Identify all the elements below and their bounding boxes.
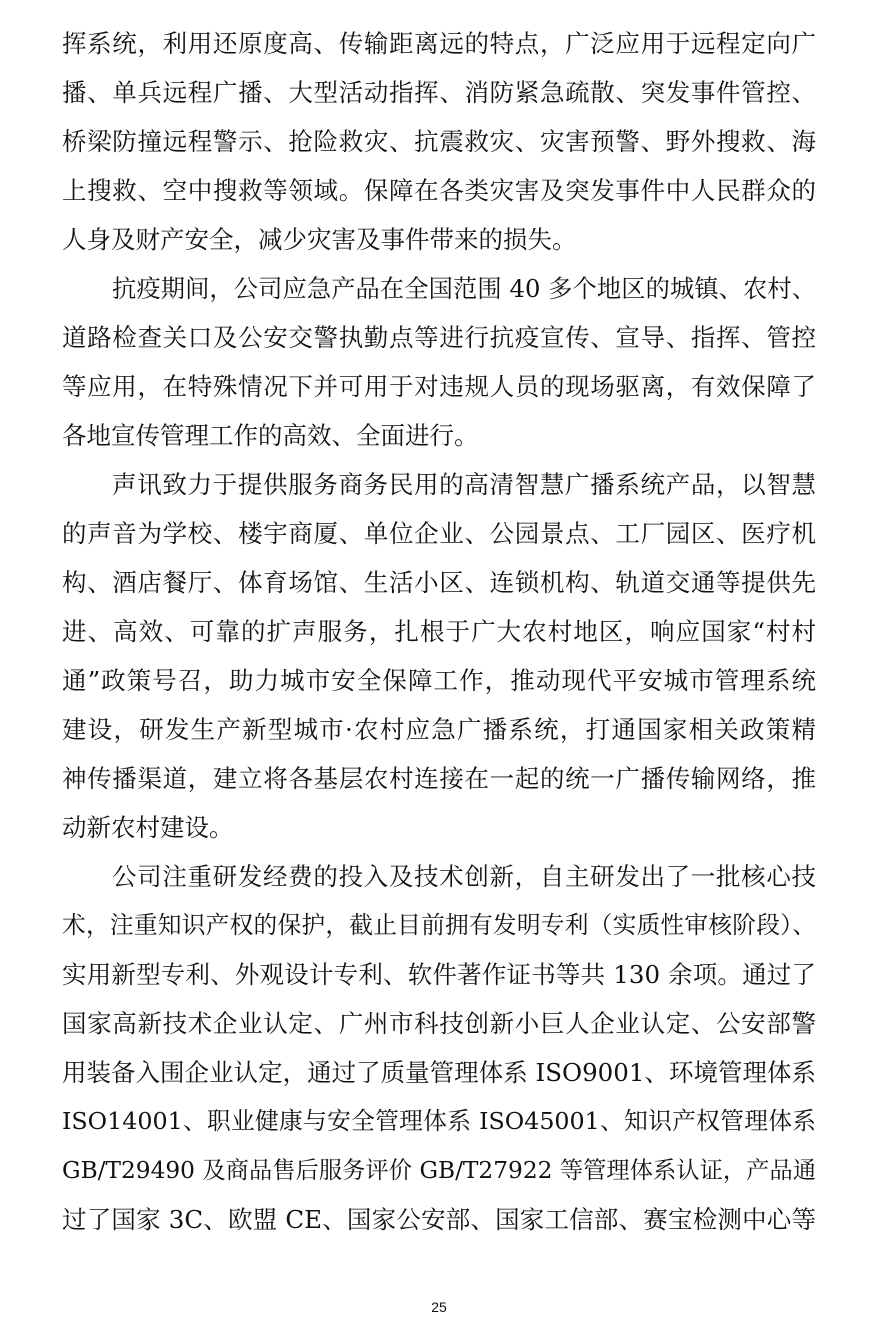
- text-line: 动新农村建设。: [62, 813, 234, 842]
- text-line: 声讯致力于提供服务商务民用的高清智慧广播系统产品，以智慧: [112, 470, 816, 499]
- text-line: 抗疫期间，公司应急产品在全国范围 40 多个地区的城镇、农村、: [112, 274, 816, 303]
- text-line: 的声音为学校、楼宇商厦、单位企业、公园景点、工厂园区、医疗机: [62, 519, 816, 548]
- text-line: ISO14001、职业健康与安全管理体系 ISO45001、知识产权管理体系: [62, 1107, 816, 1135]
- text-line: 道路检查关口及公安交警执勤点等进行抗疫宣传、宣导、指挥、管控: [62, 323, 816, 352]
- text-line: 挥系统，利用还原度高、传输距离远的特点，广泛应用于远程定向广: [62, 29, 816, 58]
- text-line: 用装备入围企业认定，通过了质量管理体系 ISO9001、环境管理体系: [62, 1058, 816, 1087]
- text-line: 神传播渠道，建立将各基层农村连接在一起的统一广播传输网络，推: [62, 764, 816, 793]
- text-line: 国家高新技术企业认定、广州市科技创新小巨人企业认定、公安部警: [62, 1009, 816, 1038]
- page-number: 25: [431, 1299, 447, 1315]
- text-line: 建设，研发生产新型城市·农村应急广播系统，打通国家相关政策精: [62, 715, 816, 744]
- text-line: 桥梁防撞远程警示、抢险救灾、抗震救灾、灾害预警、野外搜救、海: [62, 127, 816, 156]
- text-line: 构、酒店餐厅、体育场馆、生活小区、连锁机构、轨道交通等提供先: [62, 568, 816, 597]
- text-line: 人身及财产安全，减少灾害及事件带来的损失。: [62, 225, 577, 254]
- paragraph-4: [62, 852, 816, 1244]
- paragraph-3: [62, 460, 816, 852]
- text-line: 公司注重研发经费的投入及技术创新，自主研发出了一批核心技: [112, 862, 816, 891]
- text-line: 播、单兵远程广播、大型活动指挥、消防紧急疏散、突发事件管控、: [62, 78, 816, 107]
- text-line: 实用新型专利、外观设计专利、软件著作证书等共 130 余项。通过了: [62, 960, 816, 989]
- text-line: 进、高效、可靠的扩声服务，扎根于广大农村地区，响应国家“村村: [62, 617, 816, 646]
- document-page: [62, 0, 816, 1244]
- text-line: 等应用，在特殊情况下并可用于对违规人员的现场驱离，有效保障了: [62, 372, 816, 401]
- text-line: GB/T29490 及商品售后服务评价 GB/T27922 等管理体系认证，产品通: [62, 1157, 816, 1184]
- text-line: 过了国家 3C、欧盟 CE、国家公安部、国家工信部、赛宝检测中心等: [62, 1205, 816, 1234]
- text-line: 上搜救、空中搜救等领域。保障在各类灾害及突发事件中人民群众的: [62, 176, 816, 205]
- text-line: 各地宣传管理工作的高效、全面进行。: [62, 421, 479, 450]
- paragraph-2: [62, 264, 816, 460]
- paragraph-1: [62, 19, 816, 264]
- text-line: 通”政策号召，助力城市安全保障工作，推动现代平安城市管理系统: [62, 666, 816, 695]
- text-line: 术，注重知识产权的保护，截止目前拥有发明专利（实质性审核阶段）、: [62, 911, 816, 939]
